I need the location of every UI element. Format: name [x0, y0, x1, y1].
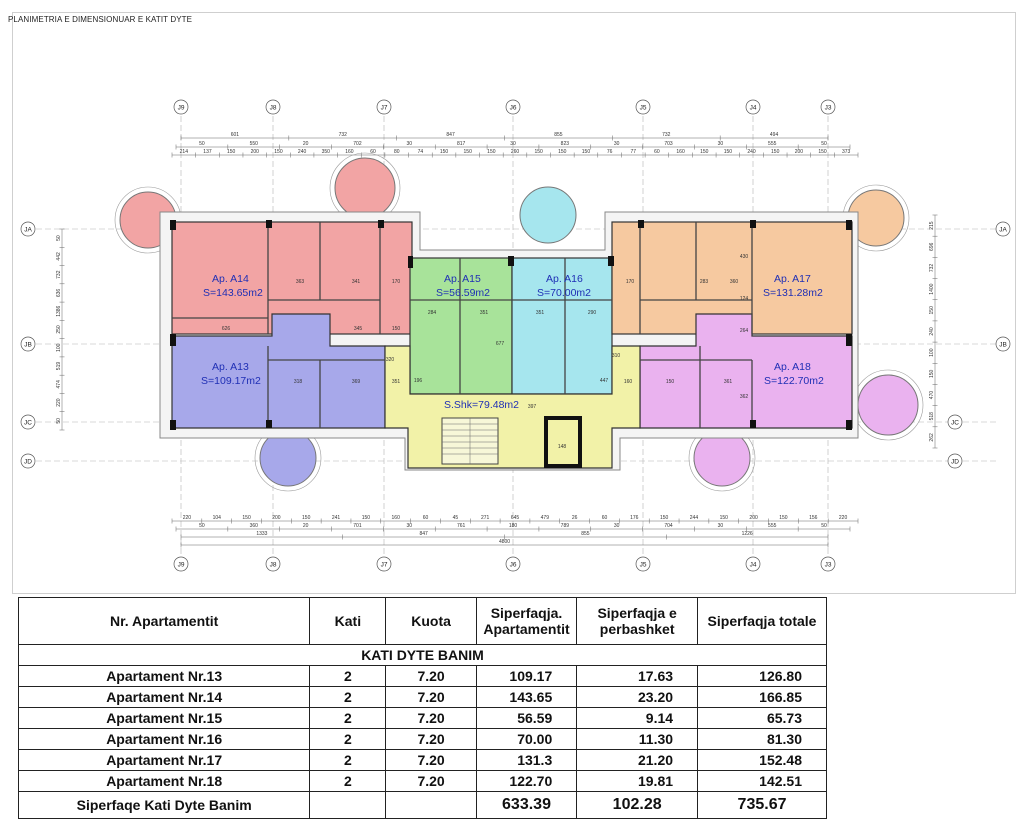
top-dimension: 703 — [664, 141, 673, 148]
room-dimension: 447 — [599, 378, 609, 384]
apt-a13-label: Ap. A13 — [212, 361, 249, 373]
bottom-dimension: 360 — [249, 523, 258, 530]
grid-row-label: JC — [24, 419, 32, 427]
table-row — [19, 666, 827, 687]
common-area-cell: 9.14 — [577, 708, 698, 729]
room-dimension: 351 — [479, 310, 489, 316]
bottom-dimension: 241 — [331, 515, 341, 522]
apartment-name-cell: Apartament Nr.14 — [19, 687, 310, 708]
common-area-cell: 19.81 — [577, 771, 698, 792]
table-row — [19, 687, 827, 708]
top-dimension: 50 — [821, 141, 827, 148]
room-dimension: 430 — [739, 254, 749, 260]
room-dimension: 264 — [739, 328, 749, 334]
table-row — [19, 708, 827, 729]
room-dimension: 284 — [427, 310, 437, 316]
total-area-cell: 126.80 — [698, 666, 827, 687]
grand-total-cell: 735.67 — [698, 792, 827, 819]
top-dimension: 702 — [353, 141, 362, 148]
apartment-name-cell: Apartament Nr.18 — [19, 771, 310, 792]
col-apartment-number: Nr. Apartamentit — [19, 598, 310, 645]
top-dimension: 150 — [439, 149, 449, 156]
common-area-cell: 11.30 — [577, 729, 698, 750]
room-dimension: 351 — [391, 379, 401, 385]
bottom-dimension: 220 — [838, 515, 848, 522]
grid-column-label: J9 — [177, 104, 185, 112]
bottom-dimension: 150 — [779, 515, 788, 522]
grid-column-label: J6 — [509, 561, 517, 569]
top-dimension: 60 — [654, 149, 660, 156]
top-dimension: 137 — [203, 149, 212, 156]
bottom-dimension: 60 — [422, 515, 429, 522]
grid-column-label: J5 — [639, 104, 647, 112]
bottom-dimension: 160 — [391, 515, 400, 522]
top-dimension: 150 — [723, 149, 733, 156]
apartment-area-cell: 143.65 — [476, 687, 576, 708]
common-area-cell: 21.20 — [577, 750, 698, 771]
room-dimension: 150 — [665, 379, 675, 385]
col-apartment-area: Siperfaqja. Apartamentit — [476, 598, 576, 645]
top-dimension: 74 — [417, 149, 424, 156]
total-area-cell: 152.48 — [698, 750, 827, 771]
top-dimension: 550 — [249, 141, 258, 148]
grid-column-label: J9 — [177, 561, 185, 569]
room-dimension: 148 — [557, 444, 567, 450]
room-dimension: 677 — [495, 341, 505, 347]
apartment-area-cell: 56.59 — [476, 708, 576, 729]
bottom-dimension: 555 — [768, 523, 777, 530]
bottom-dimension: 150 — [719, 515, 728, 522]
grid-column-label: J4 — [749, 104, 757, 112]
area-summary-table — [18, 597, 827, 819]
apt-a17-label: Ap. A17 — [774, 273, 811, 285]
right-dimension: 150 — [929, 369, 935, 379]
top-dimension: 60 — [370, 149, 376, 156]
apartment-name-cell: Apartament Nr.16 — [19, 729, 310, 750]
bottom-dimension: 704 — [664, 523, 673, 530]
room-dimension: 150 — [391, 326, 401, 332]
total-level-cell — [386, 792, 476, 819]
bottom-dimension: 45 — [452, 515, 459, 522]
level-cell: 7.20 — [386, 729, 476, 750]
top-dimension: 150 — [771, 149, 780, 156]
top-dimension: 260 — [510, 149, 520, 156]
bottom-dimension: 701 — [353, 523, 362, 530]
bottom-dimension: 200 — [272, 515, 281, 522]
floor-cell: 2 — [310, 729, 386, 750]
room-dimension: 397 — [527, 404, 537, 410]
left-dimension: 519 — [56, 361, 62, 371]
apt-a18-area-text: S=122.70m2 — [764, 375, 824, 387]
level-cell: 7.20 — [386, 687, 476, 708]
left-dimension: 442 — [56, 252, 62, 261]
bottom-dimension: 20 — [302, 523, 309, 530]
section-title-row — [19, 645, 827, 666]
apt-a15-area-text: S=56.59m2 — [436, 287, 490, 299]
col-common-area: Siperfaqja e perbashket — [577, 598, 698, 645]
common-area-label: S.Shk=79.48m2 — [444, 399, 520, 411]
top-dimension: 847 — [446, 132, 455, 139]
grid-column-label: J7 — [380, 561, 388, 569]
top-dimension: 80 — [393, 149, 400, 156]
left-dimension: 100 — [56, 343, 62, 352]
level-cell: 7.20 — [386, 666, 476, 687]
grid-column-label: J3 — [824, 561, 832, 569]
bottom-dimension: 645 — [510, 515, 520, 522]
apartment-area-cell: 70.00 — [476, 729, 576, 750]
right-dimension: 100 — [929, 348, 935, 357]
top-dimension: 150 — [226, 149, 236, 156]
grid-column-label: J8 — [269, 104, 277, 112]
grid-column-label: J6 — [509, 104, 517, 112]
room-dimension: 369 — [351, 379, 361, 385]
top-dimension: 30 — [510, 141, 516, 148]
bottom-dimension: 150 — [361, 515, 371, 522]
total-common-area-cell: 102.28 — [577, 792, 698, 819]
left-dimension: 50 — [56, 235, 62, 241]
bottom-dimension: 271 — [481, 515, 490, 522]
right-dimension: 240 — [929, 327, 935, 336]
bottom-dimension: 789 — [560, 523, 570, 530]
bottom-dimension: 1333 — [256, 531, 268, 538]
top-dimension: 30 — [613, 141, 620, 148]
table-header-row — [19, 598, 827, 645]
drawing-title: PLANIMETRIA E DIMENSIONUAR E KATIT DYTE — [8, 15, 193, 24]
plan-geometry — [115, 153, 923, 491]
level-cell: 7.20 — [386, 771, 476, 792]
bottom-dimension: 104 — [212, 515, 221, 522]
room-dimension: 124 — [739, 296, 749, 302]
top-dimension: 160 — [345, 149, 354, 156]
grid-row-label: JA — [24, 226, 32, 234]
total-label-cell: Siperfaqe Kati Dyte Banim — [19, 792, 310, 819]
bottom-dimension: 50 — [199, 523, 205, 530]
top-dimension: 30 — [717, 141, 724, 148]
balcony-a14-north — [335, 158, 395, 218]
room-dimension: 310 — [611, 353, 621, 359]
top-dimension: 823 — [560, 141, 570, 148]
section-title: KATI DYTE BANIM — [19, 645, 827, 666]
room-dimension: 360 — [729, 279, 739, 285]
apt-a16-area-text: S=70.00m2 — [537, 287, 591, 299]
table-row — [19, 729, 827, 750]
table-row — [19, 771, 827, 792]
col-level: Kuota — [386, 598, 476, 645]
bottom-dimension: 30 — [717, 523, 724, 530]
top-dimension: 150 — [487, 149, 496, 156]
grid-row-label: JB — [24, 341, 32, 349]
left-dimension: 474 — [56, 380, 62, 389]
total-area-cell: 65.73 — [698, 708, 827, 729]
level-cell: 7.20 — [386, 708, 476, 729]
top-dimension: 732 — [338, 132, 347, 139]
top-dimension: 30 — [406, 141, 413, 148]
total-apartment-area-cell: 633.39 — [476, 792, 576, 819]
bottom-dimension: 847 — [419, 531, 428, 538]
bottom-dimension: 60 — [601, 515, 608, 522]
bottom-dimension: 180 — [508, 523, 518, 530]
top-dimension: 555 — [768, 141, 777, 148]
top-dimension: 732 — [662, 132, 671, 139]
bottom-dimension: 4800 — [498, 539, 511, 546]
apt-a16-label: Ap. A16 — [546, 273, 583, 285]
bottom-dimension: 30 — [613, 523, 620, 530]
top-dimension: 240 — [297, 149, 307, 156]
apartment-name-cell: Apartament Nr.15 — [19, 708, 310, 729]
grid-column-label: J4 — [749, 561, 757, 569]
apt-a15-label: Ap. A15 — [444, 273, 481, 285]
top-dimension: 150 — [700, 149, 709, 156]
room-dimension: 345 — [353, 326, 363, 332]
floor-cell: 2 — [310, 708, 386, 729]
top-dimension: 855 — [554, 132, 563, 139]
room-dimension: 170 — [625, 279, 635, 285]
left-dimension: 636 — [56, 288, 62, 298]
left-dimension: 50 — [56, 418, 62, 424]
bottom-dimension: 156 — [809, 515, 818, 522]
top-dimension: 150 — [581, 149, 591, 156]
bottom-dimension: 220 — [182, 515, 192, 522]
level-cell: 7.20 — [386, 750, 476, 771]
total-area-cell: 142.51 — [698, 771, 827, 792]
top-dimension: 76 — [606, 149, 613, 156]
bottom-dimension: 26 — [571, 515, 578, 522]
grid-row-label: JC — [951, 419, 959, 427]
apt-a17-area-text: S=131.28m2 — [763, 287, 823, 299]
right-dimension: 1400 — [929, 283, 935, 295]
floor-cell: 2 — [310, 666, 386, 687]
bottom-dimension: 479 — [540, 515, 549, 522]
top-dimension: 240 — [747, 149, 756, 156]
room-dimension: 626 — [221, 326, 231, 332]
col-floor: Kati — [310, 598, 386, 645]
room-dimension: 351 — [535, 310, 545, 316]
bottom-dimension: 855 — [581, 531, 590, 538]
top-dimension: 150 — [463, 149, 472, 156]
balcony-a18-east — [858, 375, 918, 435]
room-dimension: 363 — [295, 279, 305, 285]
bottom-dimension: 30 — [406, 523, 413, 530]
apt-a14-label: Ap. A14 — [212, 273, 249, 285]
grid-column-label: J3 — [824, 104, 832, 112]
grid-row-label: JB — [999, 341, 1007, 349]
left-dimension: 250 — [56, 325, 62, 334]
grid-row-label: JD — [24, 458, 32, 466]
right-dimension: 150 — [929, 306, 935, 315]
grid-column-label: J7 — [380, 104, 388, 112]
table-total-row — [19, 792, 827, 819]
right-dimension: 518 — [929, 412, 935, 421]
grid-column-label: J8 — [269, 561, 277, 569]
room-dimension: 341 — [351, 279, 361, 285]
top-dimension: 494 — [769, 132, 779, 139]
right-dimension: 470 — [929, 390, 935, 400]
grid-row-label: JA — [999, 226, 1007, 234]
common-area-cell: 17.63 — [577, 666, 698, 687]
apartment-name-cell: Apartament Nr.13 — [19, 666, 310, 687]
elevator-shaft — [546, 418, 580, 466]
top-dimension: 200 — [794, 149, 804, 156]
room-dimension: 290 — [587, 310, 597, 316]
top-dimension: 200 — [250, 149, 259, 156]
right-dimension: 215 — [929, 221, 935, 230]
floor-cell: 2 — [310, 687, 386, 708]
bottom-dimension: 176 — [630, 515, 639, 522]
bottom-dimension: 1226 — [741, 531, 753, 538]
top-dimension: 160 — [676, 149, 685, 156]
top-dimension: 817 — [456, 141, 466, 148]
right-dimension: 696 — [929, 242, 935, 251]
floor-cell: 2 — [310, 771, 386, 792]
right-dimension: 262 — [929, 433, 935, 442]
room-dimension: 361 — [723, 379, 733, 385]
bottom-dimension: 150 — [242, 515, 251, 522]
room-dimension: 318 — [293, 379, 303, 385]
left-dimension: 732 — [56, 270, 62, 279]
apt-a13-area-text: S=109.17m2 — [201, 375, 261, 387]
left-dimension: 220 — [56, 398, 62, 407]
common-area-cell: 23.20 — [577, 687, 698, 708]
floor-cell: 2 — [310, 750, 386, 771]
apartment-area-cell: 109.17 — [476, 666, 576, 687]
bottom-dimension: 150 — [302, 515, 311, 522]
room-dimension: 160 — [623, 379, 633, 385]
bottom-dimension: 244 — [689, 515, 699, 522]
total-area-cell: 166.85 — [698, 687, 827, 708]
room-dimension: 320 — [385, 357, 395, 363]
room-dimension: 196 — [413, 378, 423, 384]
right-dimension: 732 — [929, 263, 935, 273]
top-dimension: 20 — [302, 141, 309, 148]
room-dimension: 283 — [699, 279, 709, 285]
apt-a18-label: Ap. A18 — [774, 361, 811, 373]
table-row — [19, 750, 827, 771]
top-dimension: 214 — [179, 149, 188, 156]
top-dimension: 150 — [558, 149, 567, 156]
top-dimension: 150 — [818, 149, 827, 156]
bottom-dimension: 50 — [821, 523, 827, 530]
grid-row-label: JD — [951, 458, 959, 466]
total-area-cell: 81.30 — [698, 729, 827, 750]
apartment-area-cell: 122.70 — [476, 771, 576, 792]
balcony-a16 — [520, 187, 576, 243]
bottom-dimension: 150 — [659, 515, 669, 522]
grid-column-label: J5 — [639, 561, 647, 569]
bottom-dimension: 200 — [749, 515, 758, 522]
top-dimension: 601 — [230, 132, 240, 139]
col-total-area: Siperfaqja totale — [698, 598, 827, 645]
top-dimension: 373 — [842, 149, 851, 156]
total-floor-cell — [310, 792, 386, 819]
apartment-area-cell: 131.3 — [476, 750, 576, 771]
apartment-name-cell: Apartament Nr.17 — [19, 750, 310, 771]
top-dimension: 150 — [534, 149, 543, 156]
left-dimension: 1386 — [56, 305, 62, 317]
top-dimension: 150 — [274, 149, 283, 156]
bottom-dimension: 761 — [456, 523, 466, 530]
apt-a14-area-text: S=143.65m2 — [203, 287, 263, 299]
room-dimension: 362 — [739, 394, 749, 400]
top-dimension: 350 — [321, 149, 330, 156]
room-dimension: 170 — [391, 279, 401, 285]
top-dimension: 77 — [630, 149, 637, 156]
staircase — [442, 418, 498, 464]
top-dimension: 50 — [199, 141, 205, 148]
